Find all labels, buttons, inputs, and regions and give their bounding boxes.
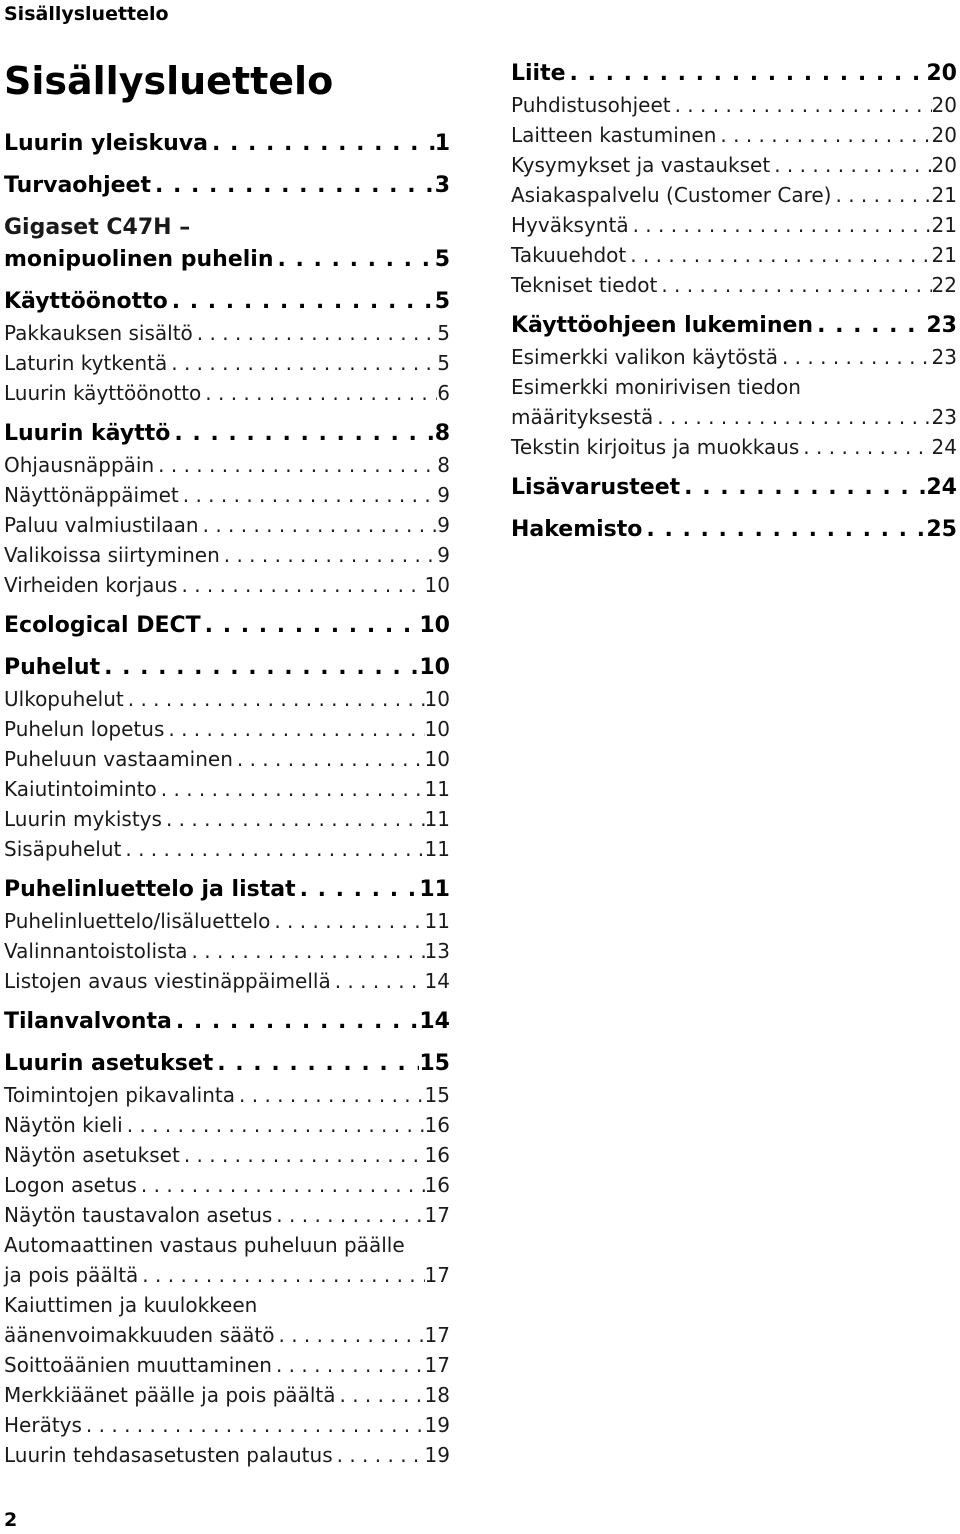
toc-label: Puheluun vastaaminen <box>4 747 233 771</box>
toc-label: Kaiutintoiminto <box>4 777 157 801</box>
toc-page-number: 11 <box>424 777 450 801</box>
toc-sub-entry[interactable] <box>4 1440 450 1470</box>
leader-dots <box>100 652 419 684</box>
toc-page-number: 17 <box>424 1203 450 1227</box>
leader-dots <box>272 1350 425 1380</box>
toc-label: Laitteen kastuminen <box>511 123 717 147</box>
toc-label: Puhdistusohjeet <box>511 93 671 117</box>
leader-dots <box>201 610 420 642</box>
toc-page-number: 21 <box>931 213 957 237</box>
leader-dots <box>778 342 932 372</box>
toc-label: Tekstin kirjoitus ja muokkaus <box>511 435 800 459</box>
toc-section-first-line: Gigaset C47H – <box>4 215 191 240</box>
toc-section-entry[interactable] <box>4 418 450 450</box>
leader-dots <box>813 310 926 342</box>
toc-page-number: 22 <box>931 273 957 297</box>
toc-sub-entry[interactable] <box>4 1410 450 1440</box>
toc-page-number: 16 <box>424 1113 450 1137</box>
toc-sub-entry[interactable] <box>4 1260 450 1290</box>
toc-sub-first-line: Automaattinen vastaus puheluun päälle <box>4 1233 405 1257</box>
toc-sub-entry[interactable] <box>511 90 957 120</box>
toc-page-number: 20 <box>931 93 957 117</box>
toc-right-column <box>511 58 957 546</box>
toc-section-entry[interactable] <box>511 310 957 342</box>
leader-dots <box>235 1080 425 1110</box>
toc-label: Lisävarusteet <box>511 475 681 500</box>
toc-page-number: 9 <box>437 513 450 537</box>
toc-sub-entry[interactable] <box>511 342 957 372</box>
toc-sub-entry[interactable] <box>511 432 957 462</box>
leader-dots <box>272 1200 424 1230</box>
toc-page-number: 5 <box>434 247 450 272</box>
toc-label: Näytön taustavalon asetus <box>4 1203 273 1227</box>
leader-dots <box>154 450 437 480</box>
toc-sub-entry[interactable] <box>4 318 450 348</box>
toc-page-number: 20 <box>931 153 957 177</box>
leader-dots <box>170 418 434 450</box>
toc-page-number: 17 <box>424 1263 450 1287</box>
toc-section-entry[interactable] <box>4 1006 450 1038</box>
toc-page-number: 15 <box>419 1051 450 1076</box>
toc-label: äänenvoimakkuuden säätö <box>4 1323 275 1347</box>
toc-page-number: 10 <box>424 573 450 597</box>
toc-section-entry[interactable] <box>4 170 450 202</box>
toc-sub-entry[interactable] <box>4 378 450 408</box>
page-number: 2 <box>4 1509 18 1531</box>
toc-section-entry[interactable] <box>511 514 957 546</box>
toc-sub-entry[interactable] <box>4 774 450 804</box>
toc-label: Käyttöohjeen lukeminen <box>511 313 814 338</box>
toc-sub-entry[interactable] <box>4 936 450 966</box>
toc-label: monipuolinen puhelin <box>4 247 274 272</box>
toc-sub-entry[interactable] <box>4 540 450 570</box>
toc-sub-entry[interactable] <box>4 1110 450 1140</box>
toc-label: Esimerkki valikon käytöstä <box>511 345 778 369</box>
toc-label: Luurin käyttöönotto <box>4 381 202 405</box>
toc-sub-entry[interactable] <box>4 1140 450 1170</box>
leader-dots <box>172 1006 420 1038</box>
toc-page-number: 23 <box>931 405 957 429</box>
leader-dots <box>274 1320 424 1350</box>
toc-page-number: 14 <box>424 969 450 993</box>
toc-page-number: 11 <box>424 807 450 831</box>
toc-sub-entry[interactable] <box>4 510 450 540</box>
toc-page-number: 24 <box>926 475 957 500</box>
leader-dots <box>179 480 438 510</box>
toc-label: Turvaohjeet <box>4 173 151 198</box>
toc-label: Virheiden korjaus <box>4 573 178 597</box>
toc-page-number: 9 <box>437 483 450 507</box>
toc-page-number: 16 <box>424 1173 450 1197</box>
toc-page-number: 10 <box>419 655 450 680</box>
toc-sub-entry[interactable] <box>4 1350 450 1380</box>
leader-dots <box>164 714 424 744</box>
leader-dots <box>233 744 425 774</box>
leader-dots <box>642 514 926 546</box>
toc-label: Ulkopuhelut <box>4 687 124 711</box>
leader-dots <box>213 1048 419 1080</box>
toc-sub-entry[interactable] <box>4 1200 450 1230</box>
toc-page-number: 21 <box>931 243 957 267</box>
leader-dots <box>188 936 425 966</box>
leader-dots <box>82 1410 425 1440</box>
toc-sub-entry[interactable] <box>4 1380 450 1410</box>
leader-dots <box>151 170 435 202</box>
leader-dots <box>296 874 420 906</box>
toc-label: Tilanvalvonta <box>4 1009 172 1034</box>
toc-sub-entry[interactable] <box>511 240 957 270</box>
toc-sub-entry[interactable] <box>511 180 957 210</box>
toc-page-number: 6 <box>437 381 450 405</box>
leader-dots <box>770 150 931 180</box>
leader-dots <box>629 210 932 240</box>
toc-section-entry[interactable] <box>4 652 450 684</box>
toc-page-number: 5 <box>434 289 450 314</box>
toc-label: Tekniset tiedot <box>511 273 658 297</box>
toc-sub-entry[interactable] <box>4 804 450 834</box>
toc-sub-entry[interactable] <box>511 210 957 240</box>
toc-section-entry[interactable] <box>4 128 450 160</box>
leader-dots <box>124 684 425 714</box>
toc-sub-entry[interactable] <box>4 834 450 864</box>
toc-label: Puhelut <box>4 655 101 680</box>
leader-dots <box>626 240 931 270</box>
toc-page-number: 24 <box>931 435 957 459</box>
toc-page-number: 1 <box>434 131 450 156</box>
toc-label: Paluu valmiustilaan <box>4 513 199 537</box>
toc-label: Valikoissa siirtyminen <box>4 543 220 567</box>
toc-page-number: 14 <box>419 1009 450 1034</box>
toc-section-entry[interactable] <box>4 286 450 318</box>
toc-page-number: 19 <box>424 1443 450 1467</box>
toc-sub-entry[interactable] <box>511 150 957 180</box>
toc-sub-entry[interactable] <box>4 480 450 510</box>
toc-page-number: 18 <box>424 1383 450 1407</box>
toc-page-number: 17 <box>424 1323 450 1347</box>
toc-page-number: 25 <box>926 517 957 542</box>
leader-dots <box>799 432 931 462</box>
toc-label: Takuuehdot <box>511 243 627 267</box>
toc-label: Listojen avaus viestinäppäimellä <box>4 969 331 993</box>
toc-section-entry[interactable] <box>4 874 450 906</box>
toc-sub-entry[interactable] <box>4 966 450 996</box>
toc-sub-first-line: Esimerkki monirivisen tiedon <box>511 375 801 399</box>
leader-dots <box>137 1170 425 1200</box>
leader-dots <box>157 774 425 804</box>
toc-page-number: 8 <box>437 453 450 477</box>
toc-label: Näytön asetukset <box>4 1143 180 1167</box>
toc-label: Laturin kytkentä <box>4 351 168 375</box>
leader-dots <box>270 906 424 936</box>
toc-page-number: 20 <box>931 123 957 147</box>
running-header: Sisällysluettelo <box>4 3 169 25</box>
toc-label: Käyttöönotto <box>4 289 168 314</box>
toc-page-number: 10 <box>424 687 450 711</box>
toc-sub-entry[interactable] <box>4 570 450 600</box>
toc-section-entry[interactable] <box>4 244 450 276</box>
toc-label: Toimintojen pikavalinta <box>4 1083 236 1107</box>
toc-label: Ecological DECT <box>4 613 201 638</box>
toc-sub-entry[interactable] <box>4 1080 450 1110</box>
toc-label: Ohjausnäppäin <box>4 453 155 477</box>
toc-label: Herätys <box>4 1413 82 1437</box>
toc-label: Luurin asetukset <box>4 1051 214 1076</box>
leader-dots <box>138 1260 424 1290</box>
leader-dots <box>177 570 424 600</box>
toc-page-number: 10 <box>424 717 450 741</box>
toc-sub-entry[interactable] <box>4 684 450 714</box>
toc-page-number: 21 <box>931 183 957 207</box>
leader-dots <box>167 348 437 378</box>
toc-sub-entry[interactable] <box>4 1170 450 1200</box>
toc-label: Liite <box>511 61 566 86</box>
toc-sub-entry[interactable] <box>4 714 450 744</box>
toc-sub-entry[interactable] <box>511 270 957 300</box>
leader-dots <box>831 180 931 210</box>
leader-dots <box>180 1140 425 1170</box>
toc-page-number: 11 <box>424 837 450 861</box>
toc-label: Pakkauksen sisältö <box>4 321 193 345</box>
toc-section-entry[interactable] <box>511 58 957 90</box>
toc-sub-entry[interactable] <box>4 906 450 936</box>
toc-page-number: 5 <box>437 351 450 375</box>
toc-page-number: 3 <box>434 173 450 198</box>
toc-page-number: 23 <box>926 313 957 338</box>
toc-page-number: 20 <box>926 61 957 86</box>
toc-sub-entry[interactable] <box>4 744 450 774</box>
toc-sub-entry[interactable] <box>511 402 957 432</box>
toc-left-column <box>4 128 450 1470</box>
leader-dots <box>653 402 931 432</box>
leader-dots <box>208 128 435 160</box>
toc-label: Luurin yleiskuva <box>4 131 208 156</box>
toc-section-entry[interactable] <box>4 610 450 642</box>
leader-dots <box>123 1110 425 1140</box>
leader-dots <box>335 1380 424 1410</box>
leader-dots <box>274 244 435 276</box>
toc-label: Puhelun lopetus <box>4 717 165 741</box>
leader-dots <box>716 120 931 150</box>
leader-dots <box>199 510 438 540</box>
toc-sub-entry[interactable] <box>4 1320 450 1350</box>
toc-label: ja pois päältä <box>4 1263 139 1287</box>
leader-dots <box>331 966 425 996</box>
toc-label: Soittoäänien muuttaminen <box>4 1353 272 1377</box>
leader-dots <box>333 1440 425 1470</box>
toc-section-entry[interactable] <box>4 1048 450 1080</box>
toc-label: Sisäpuhelut <box>4 837 122 861</box>
leader-dots <box>193 318 437 348</box>
toc-page-number: 9 <box>437 543 450 567</box>
toc-label: määrityksestä <box>511 405 654 429</box>
toc-label: Valinnantoistolista <box>4 939 188 963</box>
toc-page-number: 23 <box>931 345 957 369</box>
leader-dots <box>220 540 438 570</box>
toc-sub-entry[interactable] <box>511 120 957 150</box>
toc-page-number: 8 <box>434 421 450 446</box>
toc-page-number: 13 <box>424 939 450 963</box>
toc-label: Kysymykset ja vastaukset <box>511 153 771 177</box>
toc-page-number: 11 <box>424 909 450 933</box>
toc-label: Puhelinluettelo ja listat <box>4 877 296 902</box>
leader-dots <box>671 90 932 120</box>
toc-section-entry[interactable] <box>511 472 957 504</box>
toc-label: Asiakaspalvelu (Customer Care) <box>511 183 832 207</box>
leader-dots <box>201 378 437 408</box>
leader-dots <box>168 286 435 318</box>
toc-page-number: 19 <box>424 1413 450 1437</box>
toc-label: Hyväksyntä <box>511 213 629 237</box>
toc-page-number: 5 <box>437 321 450 345</box>
toc-label: Luurin käyttö <box>4 421 171 446</box>
toc-page-number: 10 <box>419 613 450 638</box>
toc-page-number: 11 <box>419 877 450 902</box>
toc-page-number: 16 <box>424 1143 450 1167</box>
toc-page-number: 15 <box>424 1083 450 1107</box>
toc-sub-entry[interactable] <box>4 450 450 480</box>
toc-sub-first-line: Kaiuttimen ja kuulokkeen <box>4 1293 258 1317</box>
toc-label: Logon asetus <box>4 1173 137 1197</box>
leader-dots <box>680 472 926 504</box>
toc-label: Puhelinluettelo/lisäluettelo <box>4 909 271 933</box>
page-title: Sisällysluettelo <box>4 59 334 103</box>
leader-dots <box>121 834 424 864</box>
toc-sub-entry[interactable] <box>4 348 450 378</box>
toc-label: Luurin mykistys <box>4 807 162 831</box>
toc-label: Näyttönäppäimet <box>4 483 179 507</box>
toc-page-number: 17 <box>424 1353 450 1377</box>
leader-dots <box>566 58 927 90</box>
leader-dots <box>162 804 425 834</box>
toc-label: Merkkiäänet päälle ja pois päältä <box>4 1383 336 1407</box>
leader-dots <box>657 270 931 300</box>
toc-label: Luurin tehdasasetusten palautus <box>4 1443 333 1467</box>
toc-page-number: 10 <box>424 747 450 771</box>
toc-label: Hakemisto <box>511 517 643 542</box>
toc-label: Näytön kieli <box>4 1113 123 1137</box>
